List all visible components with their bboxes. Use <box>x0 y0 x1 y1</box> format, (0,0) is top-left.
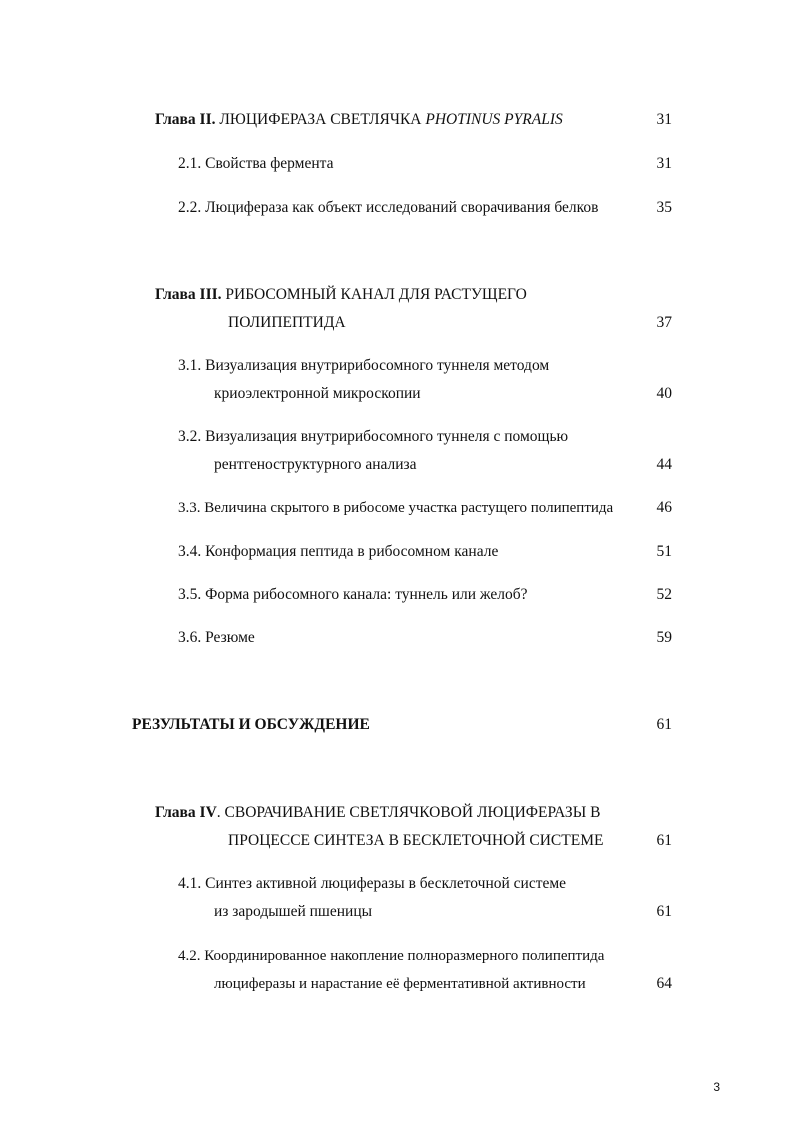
toc-chapter-3-page: 37 <box>656 314 672 331</box>
chapter-3-prefix: Глава III. <box>155 286 222 303</box>
toc-section-2-2-page: 35 <box>656 199 672 216</box>
toc-section-3-6-page: 59 <box>656 629 672 646</box>
chapter-2-title-text: ЛЮЦИФЕРАЗА СВЕТЛЯЧКА <box>215 111 426 128</box>
toc-chapter-4-title-line2: ПРОЦЕССЕ СИНТЕЗА В БЕСКЛЕТОЧНОЙ СИСТЕМЕ <box>228 832 604 849</box>
toc-section-3-5: 3.5. Форма рибосомного канала: туннель или желоб? <box>178 586 528 603</box>
toc-section-4-2-line2: люциферазы и нарастание её ферментативной активности <box>214 976 586 992</box>
toc-results-heading <box>132 715 370 735</box>
toc-section-3-5-page: 52 <box>656 586 672 603</box>
toc-section-4-1-page: 61 <box>656 903 672 920</box>
toc-section-2-1-page: 31 <box>656 155 672 172</box>
toc-section-4-1-line2: из зародышей пшеницы <box>214 903 373 920</box>
results-heading-text: РЕЗУЛЬТАТЫ И ОБСУЖДЕНИЕ <box>132 716 370 733</box>
chapter-2-title-italic: PHOTINUS PYRALIS <box>425 111 563 128</box>
toc-chapter-4-page: 61 <box>656 832 672 849</box>
toc-section-3-3: 3.3. Величина скрытого в рибосоме участка растущего полипептида <box>178 500 614 516</box>
toc-section-3-1-page: 40 <box>656 385 672 402</box>
toc-section-3-6: 3.6. Резюме <box>178 629 255 646</box>
toc-section-4-2: 4.2. Координированное накопление полноразмерного полипептида <box>178 948 605 964</box>
chapter-4-prefix: Глава IV <box>155 804 217 821</box>
toc-chapter-2-title <box>155 110 563 130</box>
toc-chapter-3-title-line2: ПОЛИПЕПТИДА <box>228 314 346 331</box>
chapter-4-title-line1: . СВОРАЧИВАНИЕ СВЕТЛЯЧКОВОЙ ЛЮЦИФЕРАЗЫ В <box>216 804 601 821</box>
toc-section-2-1: 2.1. Свойства фермента <box>178 155 334 172</box>
page-number: 3 <box>713 1080 720 1094</box>
toc-section-3-4: 3.4. Конформация пептида в рибосомном канале <box>178 543 499 560</box>
toc-section-3-1-line2: криоэлектронной микроскопии <box>214 385 421 402</box>
toc-results-page: 61 <box>656 716 672 733</box>
toc-chapter-2-page: 31 <box>656 111 672 128</box>
toc-chapter-3-title <box>155 285 527 305</box>
toc-section-3-1: 3.1. Визуализация внутририбосомного туннеля методом <box>178 357 550 374</box>
toc-section-3-3-page: 46 <box>656 499 672 516</box>
toc-section-3-2: 3.2. Визуализация внутририбосомного туннеля с помощью <box>178 428 569 445</box>
toc-section-4-2-page: 64 <box>656 975 672 992</box>
toc-section-3-2-page: 44 <box>656 456 672 473</box>
toc-section-3-2-line2: рентгеноструктурного анализа <box>214 456 417 473</box>
chapter-3-title-line1: РИБОСОМНЫЙ КАНАЛ ДЛЯ РАСТУЩЕГО <box>221 286 527 303</box>
toc-section-3-4-page: 51 <box>656 543 672 560</box>
chapter-2-prefix: Глава II. <box>155 111 216 128</box>
toc-section-2-2: 2.2. Люцифераза как объект исследований сворачивания белков <box>178 199 599 216</box>
toc-section-4-1: 4.1. Синтез активной люциферазы в бесклеточной системе <box>178 875 567 892</box>
toc-chapter-4-title <box>155 803 600 823</box>
